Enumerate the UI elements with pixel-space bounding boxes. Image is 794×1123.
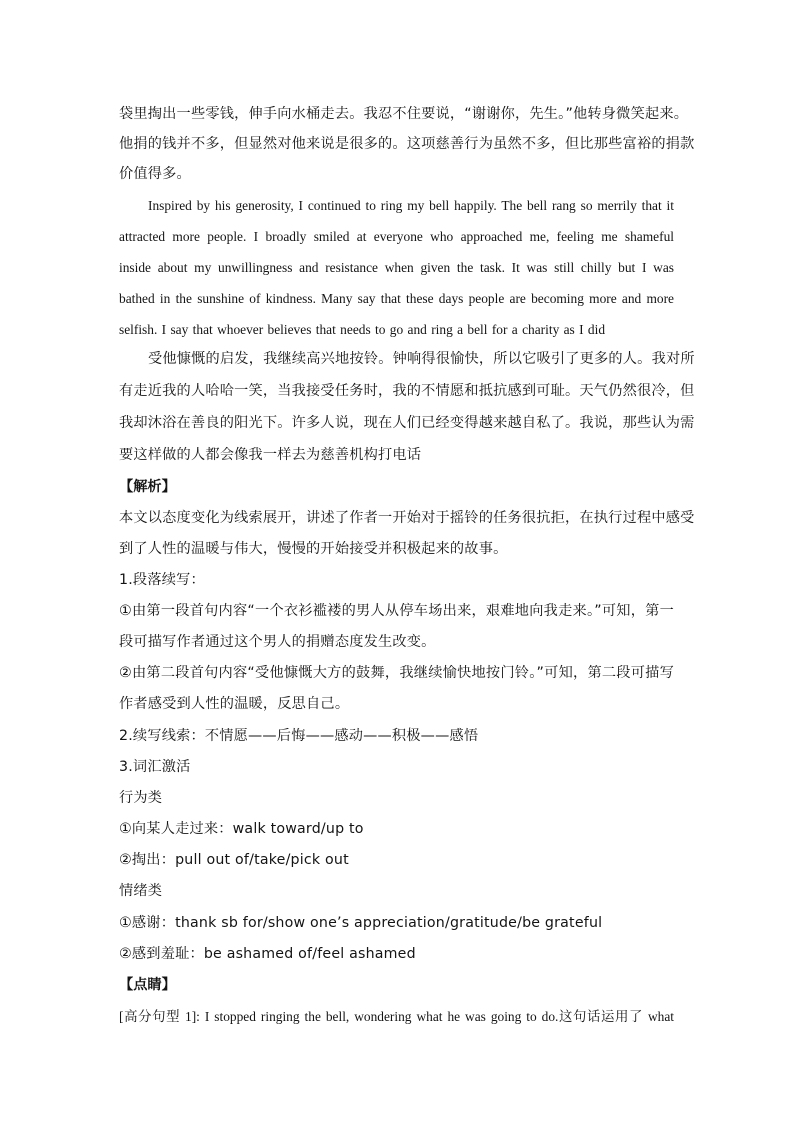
english-paragraph-line: Inspired by his generosity, I continued to ring my bell happily. The bell rang so merrily that it <box>148 198 674 213</box>
text-line: 2.续写线索：不情愿——后悔——感动——积极——感悟 <box>119 728 479 744</box>
vocab-item: ①感谢：thank sb for/show one’s appreciation/gratitude/be grateful <box>119 915 603 931</box>
text-line: ①由第一段首句内容“一个衣衫褴褛的男人从停车场出来，艰难地向我走来。”可知，第一 <box>119 603 674 619</box>
text-line: 行为类 <box>119 790 163 806</box>
english-paragraph-line: bathed in the sunshine of kindness. Many say that these days people are becoming more and more <box>119 291 674 306</box>
section-heading-analysis: 【解析】 <box>119 479 176 495</box>
chinese-paragraph-line: 要这样做的人都会像我一样去为慈善机构打电话 <box>119 447 422 463</box>
vocab-item: ②感到羞耻：be ashamed of/feel ashamed <box>119 946 416 962</box>
text-line: 袋里掏出一些零钱，伸手向水桶走去。我忍不住要说，“谢谢你，先生。”他转身微笑起来。 <box>119 106 689 122</box>
text-line: 价值得多。 <box>119 166 191 182</box>
text-line: ②由第二段首句内容“受他慷慨大方的鼓舞，我继续愉快地按门铃。”可知，第二段可描写 <box>119 665 674 681</box>
text-line: 情绪类 <box>119 883 163 899</box>
text-line: 3.词汇激活 <box>119 759 191 775</box>
text-line: 1.段落续写： <box>119 572 205 588</box>
chinese-paragraph-line: 我却沐浴在善良的阳光下。许多人说，现在人们已经变得越来越自私了。我说，那些认为需 <box>119 415 695 431</box>
text-line: [高分句型 1]: I stopped ringing the bell, wondering what he was going to do.这句话运用了 what <box>119 1009 674 1024</box>
text-line: 到了人性的温暖与伟大，慢慢的开始接受并积极起来的故事。 <box>119 541 508 557</box>
text-line: 作者感受到人性的温暖，反思自己。 <box>119 696 350 712</box>
text-line: 本文以态度变化为线索展开，讲述了作者一开始对于摇铃的任务很抗拒，在执行过程中感受 <box>119 510 695 526</box>
text-line: 他捐的钱并不多，但显然对他来说是很多的。这项慈善行为虽然不多，但比那些富裕的捐款 <box>119 136 695 152</box>
section-heading-tips: 【点睛】 <box>119 977 176 993</box>
chinese-paragraph-line: 有走近我的人哈哈一笑，当我接受任务时，我的不情愿和抵抗感到可耻。天气仍然很冷，但 <box>119 383 695 399</box>
vocab-item: ①向某人走过来：walk toward/up to <box>119 821 364 837</box>
chinese-paragraph-line: 受他慷慨的启发，我继续高兴地按铃。钟响得很愉快，所以它吸引了更多的人。我对所 <box>148 351 695 367</box>
vocab-item: ②掏出：pull out of/take/pick out <box>119 852 349 868</box>
english-paragraph-line: selfish. I say that whoever believes that needs to go and ring a bell for a charity as I did <box>119 322 606 337</box>
text-line: 段可描写作者通过这个男人的捐赠态度发生改变。 <box>119 634 436 650</box>
english-paragraph-line: attracted more people. I broadly smiled at everyone who approached me, feeling me shameful <box>119 229 674 244</box>
english-paragraph-line: inside about my unwillingness and resistance when given the task. It was still chilly but I was <box>119 260 674 275</box>
